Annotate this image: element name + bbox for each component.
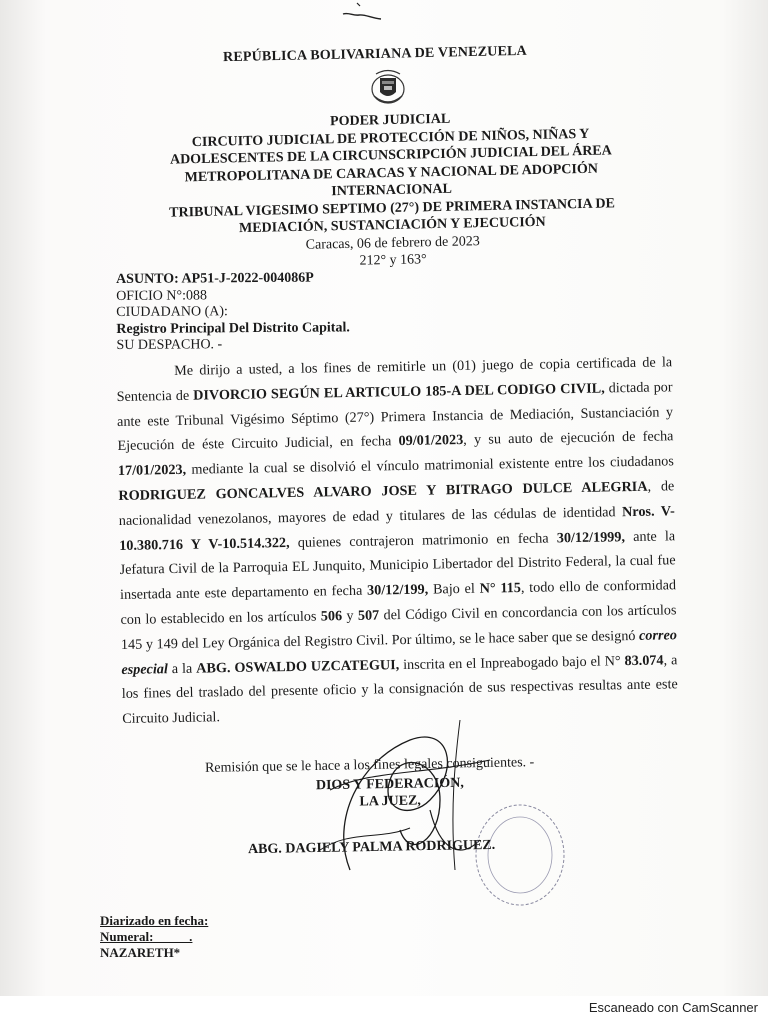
camscanner-label: Escaneado con CamScanner [588,1000,758,1015]
header-line: TRIBUNAL VIGESIMO SEPTIMO (27°) DE PRIMERA INSTANCIA DE [169,195,615,221]
bold-text-run: DIVORCIO SEGÚN EL ARTICULO 185-A DEL CODIGO CIVIL, [193,380,605,404]
years-line: 212° y 163° [359,252,427,269]
text-run: Me dirijo a usted, a los fines de remitirle un (01) juego de copia certificada de la Sentencia de [116,354,673,405]
header-line: INTERNACIONAL [331,181,453,200]
letter-body [116,350,678,732]
signer-name: ABG. DAGIELY PALMA RODRIGUEZ. [247,837,496,858]
header-line: ADOLESCENTES DE LA CIRCUNSCRIPCIÓN JUDICIAL DEL ÁREA [169,143,612,168]
numeral-line: Numeral: _____. [100,929,193,944]
bold-text-run: Nros. V-10.380.716 Y V-10.514.322, [119,503,675,554]
salutation: DIOS Y FEDERACIÓN, [315,775,464,794]
bold-text-run: RODRIGUEZ GONCALVES ALVARO JOSE Y BITRAGO DULCE ALEGRIA [118,478,648,504]
diarizado-line: Diarizado en fecha: [100,913,209,928]
subject-line: ASUNTO: AP51-J-2022-004086P [116,270,314,287]
scan-marks [335,0,395,26]
bold-text-run: correo especial [121,627,678,678]
letter-meta [116,270,350,354]
text-run: quienes contrajeron matrimonio en fecha [289,529,557,551]
bold-text-run: 83.074 [624,652,664,669]
bold-text-run: 30/12/1999, [556,528,626,546]
text-run: , todo ello de conformidad con lo establecido en los artículos [120,577,677,628]
closing-line: Remisión que se le hace a los fines legales consiguientes. - [204,755,535,776]
court-header [130,107,653,275]
office-number: OFICIO N°:088 [116,287,207,304]
bold-text-run: 09/01/2023 [398,432,464,450]
header-line: CIRCUITO JUDICIAL DE PROTECCIÓN DE NIÑOS, NIÑAS Y [191,126,590,150]
header-line: MEDIACIÓN, SUSTANCIACIÓN Y EJECUCIÓN [238,214,546,237]
text-run: dictada por ante este Tribunal Vigésimo Séptimo (27°) Primera Instancia de Mediación, Sustanciación y Ejecución de éste Circuito Judicial, en fecha [116,379,674,455]
bold-text-run: 17/01/2023, [117,461,187,480]
text-run: Bajo el [428,580,480,598]
bold-text-run: ABG. OSWALDO UZCATEGUI, [196,656,400,677]
country-heading: REPÚBLICA BOLIVARIANA DE VENEZUELA [222,43,528,66]
text-run: inscrita en el Inpreabogado bajo el N° [399,652,625,673]
text-run: a la [167,660,197,677]
text-run: mediante la cual se disolvió el vínculo matrimonial existente entre los ciudadanos [185,453,674,478]
recipient-name: Registro Principal Del Distrito Capital. [116,319,350,337]
salutation-block [300,774,481,811]
text-run: del Código Civil en concordancia con los artículos 145 y 149 del Ley Orgánica del Registro Civil. Por último, se le hace saber que se designó [120,602,677,653]
bold-text-run: 506 [320,608,343,625]
bold-text-run: 30/12/199, [366,581,429,599]
text-run: ante la Jefatura Civil de la Parroquia EL Junquito, Municipio Libertador del Distrito Federal, la cual fue insertada ante este departamento en fecha [119,527,676,604]
bold-text-run: 507 [357,607,380,624]
body-paragraph [116,350,678,732]
judge-title: LA JUEZ, [359,793,422,810]
text-run: , a los fines del traslado del presente oficio y la consignación de sus respectivas resultas ante este Circuito Judicial. [121,651,678,728]
court-stamp [470,800,570,910]
header-line: METROPOLITANA DE CARACAS Y NACIONAL DE ADOPCIÓN [184,161,599,185]
typist-initials: NAZARETH* [100,945,181,960]
place-date: Caracas, 06 de febrero de 2023 [305,233,480,253]
registry-notes [100,913,208,961]
header-line: PODER JUDICIAL [329,111,451,130]
text-run: , de nacionalidad venezolanos, mayores de edad y titulares de las cédulas de identidad [118,478,675,529]
bold-text-run: N° 115 [479,580,522,597]
despacho-line: SU DESPACHO. - [116,337,223,353]
text-run: , y su auto de ejecución de fecha [463,428,674,449]
coat-of-arms-seal [366,68,410,110]
text-run: y [341,607,359,625]
citizen-label: CIUDADANO (A): [116,304,228,320]
